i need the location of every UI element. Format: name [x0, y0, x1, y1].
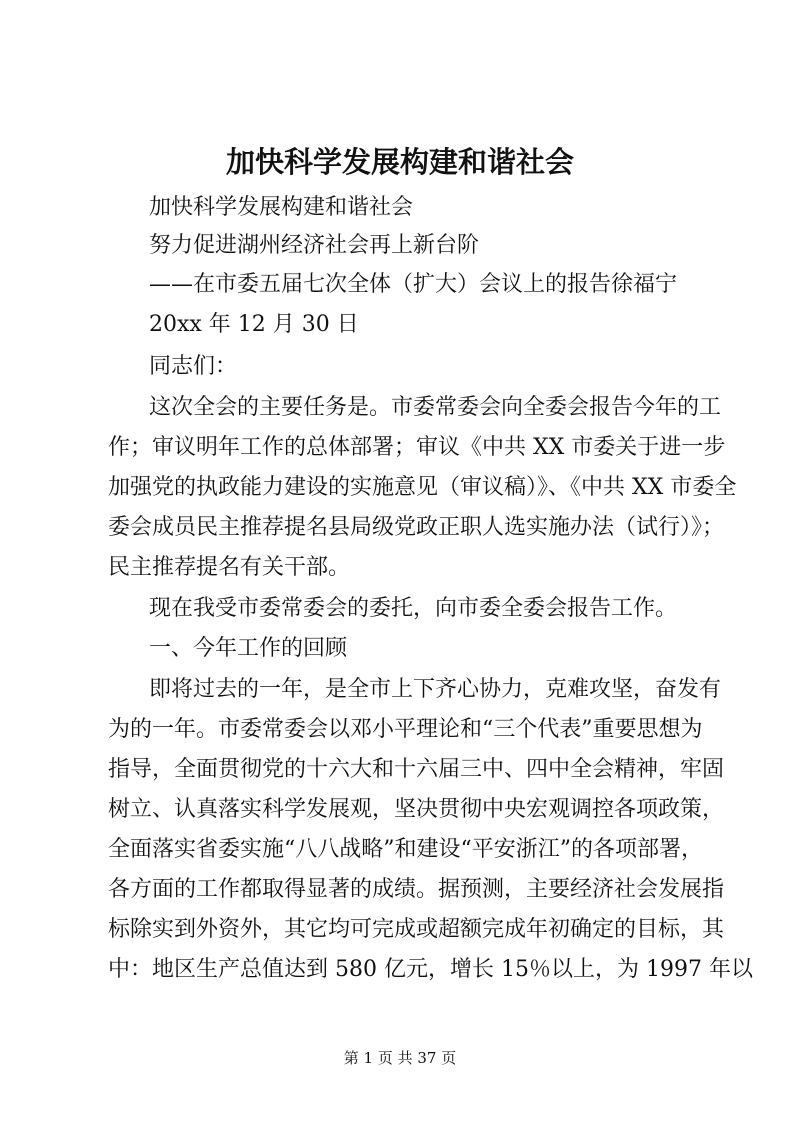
- body-line: 各方面的工作都取得显著的成绩。据预测，主要经济社会发展指: [108, 877, 725, 902]
- date-line: 20xx 年 12 月 30 日: [149, 312, 359, 337]
- section-heading: 一、今年工作的回顾: [149, 636, 348, 661]
- body-line: 标除实到外资外，其它均可完成或超额完成年初确定的目标，其: [108, 917, 725, 942]
- salutation-line: 同志们：: [149, 354, 238, 379]
- document-title: 加快科学发展构建和谐社会: [225, 145, 574, 179]
- body-line: 民主推荐提名有关干部。: [108, 555, 351, 580]
- body-line: 这次全会的主要任务是。市委常委会向全委会报告今年的工: [149, 395, 722, 420]
- subtitle-line: 加快科学发展构建和谐社会: [149, 195, 414, 220]
- body-line: 为的一年。市委常委会以邓小平理论和“三个代表”重要思想为: [108, 717, 703, 742]
- body-line: 树立、认真落实科学发展观，坚决贯彻中央宏观调控各项政策，: [108, 797, 725, 822]
- body-line: 即将过去的一年，是全市上下齐心协力，克难攻坚，奋发有: [149, 677, 722, 702]
- body-line: 中：地区生产总值达到 580 亿元，增长 15％以上，为 1997 年以: [108, 957, 753, 982]
- subtitle-line: 努力促进湖州经济社会再上新台阶: [149, 233, 480, 258]
- body-line: 现在我受市委常委会的委托，向市委全委会报告工作。: [149, 596, 678, 621]
- page-number: 第 1 页 共 37 页: [343, 1049, 457, 1067]
- body-line: 全面落实省委实施“八八战略”和建设“平安浙江”的各项部署，: [108, 837, 703, 862]
- body-line: 作；审议明年工作的总体部署；审议《中共 XX 市委关于进一步: [108, 435, 726, 460]
- body-line: 加强党的执政能力建设的实施意见（审议稿）》、《中共 XX 市委全: [108, 475, 737, 500]
- body-line: 委会成员民主推荐提名县局级党政正职人选实施办法（试行）》；: [108, 515, 725, 540]
- subtitle-line: ——在市委五届七次全体（扩大）会议上的报告徐福宁: [149, 272, 678, 297]
- body-line: 指导，全面贯彻党的十六大和十六届三中、四中全会精神，牢固: [108, 757, 725, 782]
